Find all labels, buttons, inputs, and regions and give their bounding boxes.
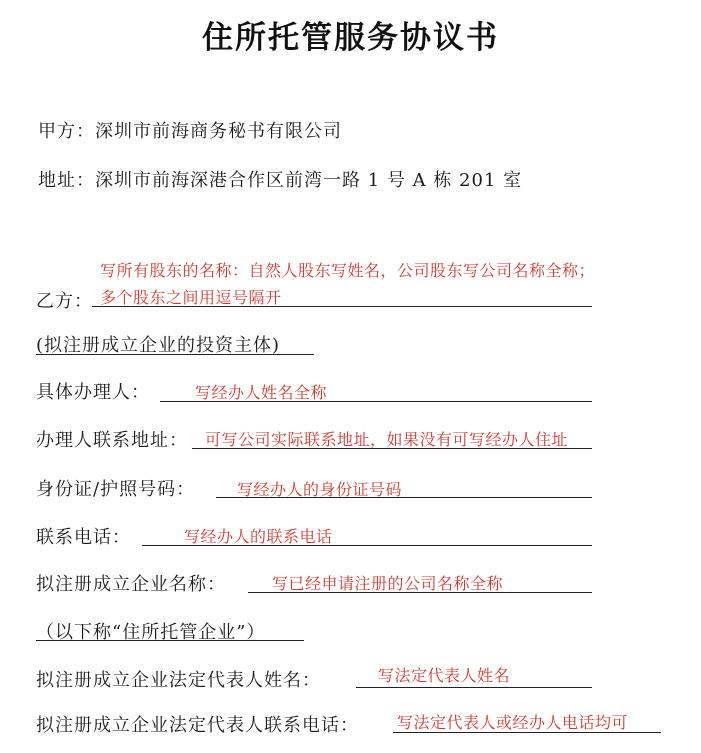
party-a-row xyxy=(38,117,342,143)
party-a-name: 深圳市前海商务秘书有限公司 xyxy=(95,121,342,142)
company-alias: （以下称“住所托管企业”） xyxy=(36,622,266,643)
agent-underline xyxy=(160,401,592,402)
legal-rep-hint: 写法定代表人姓名 xyxy=(378,666,511,685)
legal-rep-label: 拟注册成立企业法定代表人姓名： xyxy=(36,670,321,691)
party-a-label: 甲方： xyxy=(38,121,95,142)
legal-rep-phone-label: 拟注册成立企业法定代表人联系电话： xyxy=(36,715,359,736)
agent-label: 具体办理人： xyxy=(36,382,150,403)
company-name-underline xyxy=(248,592,592,593)
party-a-address: 深圳市前海深港合作区前湾一路 1 号 A 栋 201 室 xyxy=(95,170,523,191)
legal-rep-phone-hint: 写法定代表人或经办人电话均可 xyxy=(397,713,629,732)
contact-address-label: 办理人联系地址： xyxy=(36,430,188,451)
phone-underline xyxy=(142,545,592,546)
company-name-hint: 写已经申请注册的公司名称全称 xyxy=(272,574,504,593)
party-b-label: 乙方： xyxy=(36,291,93,312)
party-a-address-label: 地址： xyxy=(38,170,95,191)
party-a-address-row xyxy=(38,166,522,192)
phone-hint: 写经办人的联系电话 xyxy=(184,527,333,546)
id-underline xyxy=(216,497,592,498)
party-b-subject-note: (拟注册成立企业的投资主体) xyxy=(36,335,281,356)
id-label: 身份证/护照号码： xyxy=(36,479,196,500)
subject-note-underline xyxy=(36,354,314,355)
contact-address-underline xyxy=(192,448,592,449)
document-title: 住所托管服务协议书 xyxy=(202,20,499,56)
legal-rep-underline xyxy=(356,687,592,688)
legal-rep-phone-underline xyxy=(393,732,661,733)
party-b-note-line2: 多个股东之间用逗号隔开 xyxy=(100,288,282,307)
phone-label: 联系电话： xyxy=(36,527,131,548)
agent-hint: 写经办人姓名全称 xyxy=(195,383,328,402)
id-hint: 写经办人的身份证号码 xyxy=(237,480,403,499)
company-name-label: 拟注册成立企业名称： xyxy=(36,574,226,595)
company-alias-underline xyxy=(36,640,304,641)
party-b-underline xyxy=(92,306,592,307)
party-b-note-line1: 写所有股东的名称：自然人股东写姓名，公司股东写公司名称全称； xyxy=(100,261,596,280)
contact-address-hint: 可写公司实际联系地址，如果没有可写经办人住址 xyxy=(205,430,569,449)
